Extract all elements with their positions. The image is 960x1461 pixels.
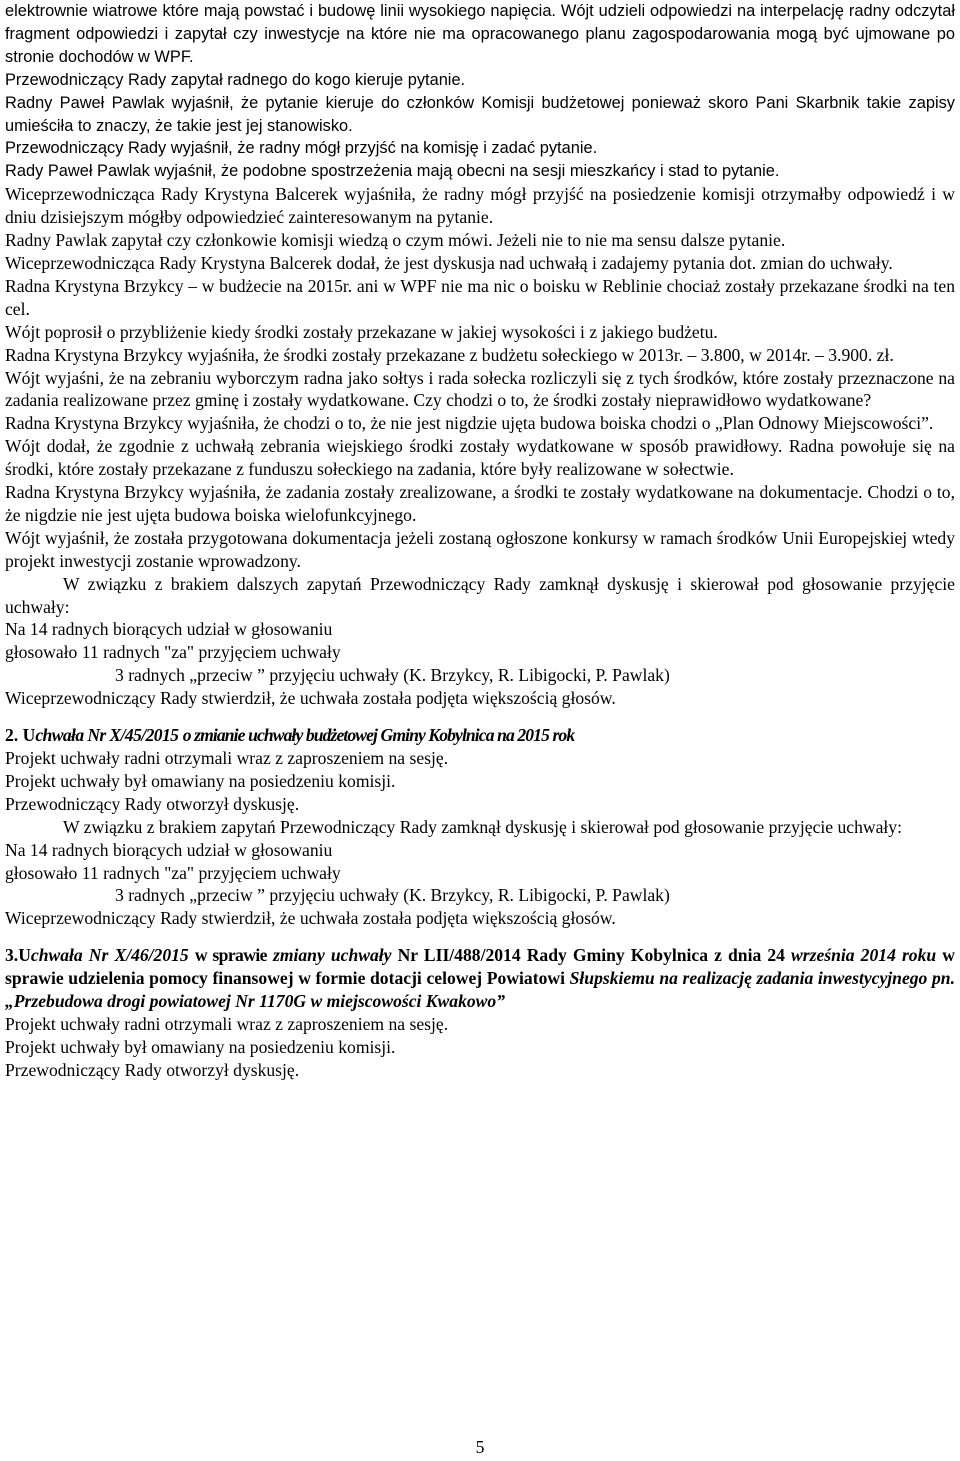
item3-rest3: Słupskiemu na realizację zadania inwestycyjnego pn. „Przebudowa drogi powiatowej Nr 1170G w miejscowości Kwakowo” (5, 968, 955, 1012)
item3-rest2: w sprawie udzielenia pomocy finansowej w formie dotacji celowej Powiatowi (5, 945, 955, 989)
vote2-intro: W związku z brakiem zapytań Przewodniczący Rady zamknął dyskusję i skierował pod głosowanie przyjęcie uchwały: (63, 816, 902, 837)
item3-label: chwała Nr X/46/2015 (30, 945, 189, 966)
paragraph-brzykcy-budget: Radna Krystyna Brzykcy – w budżecie na 2015r. ani w WPF nie ma nic o boisku w Reblinie chociaż zostały przekazane środki na ten cel. (5, 275, 955, 319)
item2-title: o zmianie uchwały budżetowej Gminy Kobylnica na 2015 rok (182, 725, 575, 746)
item3-discussed: Projekt uchwały był omawiany na posiedzeniu komisji. (5, 1036, 396, 1057)
paragraph-brzykcy-tasks: Radna Krystyna Brzykcy wyjaśniła, że zadania zostały zrealizowane, a środki te zostały wydatkowane na dokumentacje. Chodzi o to, że nigdzie nie jest ujęta budowa boiska wielofunkcyjnego. (5, 482, 955, 525)
item2-heading (5, 724, 955, 747)
vote1-against: 3 radnych „przeciw ” przyjęciu uchwały (K. Brzykcy, R. Libigocki, P. Pawlak) (115, 665, 670, 686)
item3-number: 3.U (5, 945, 31, 966)
item3-received: Projekt uchwały radni otrzymali wraz z zaproszeniem na sesję. (5, 1013, 449, 1034)
paragraph-pawlak-asks: Radny Pawlak zapytał czy członkowie komisji wiedzą o czym mówi. Jeżeli nie to nie ma sensu dalsze pytanie. (5, 230, 786, 251)
vote1-result: Wiceprzewodniczący Rady stwierdził, że uchwała została podjęta większością głosów. (5, 688, 616, 709)
vote2-participants: Na 14 radnych biorących udział w głosowaniu (5, 839, 333, 860)
vote1-intro: W związku z brakiem dalszych zapytań Przewodniczący Rady zamknął dyskusję i skierował pod głosowanie przyjęcie uchwały: (5, 573, 955, 617)
item2-number: 2. U (5, 725, 36, 746)
item2-label: chwała Nr X/45/2015 (35, 725, 179, 746)
paragraph-chair-explains: Przewodniczący Rady wyjaśnił, że radny mógł przyjść na komisję i zadać pytanie. (5, 139, 598, 158)
vote2-result: Wiceprzewodniczący Rady stwierdził, że uchwała została podjęta większością głosów. (5, 908, 616, 929)
item2-received: Projekt uchwały radni otrzymali wraz z zaproszeniem na sesję. (5, 748, 449, 768)
paragraph-wojt-documentation: Wójt wyjaśnił, że została przygotowana dokumentacja jeżeli zostaną ogłoszone konkursy w ramach środków Unii Europejskiej wtedy projekt inwestycji zostanie wprowadzony. (5, 527, 955, 571)
item3-heading (5, 944, 955, 1013)
page-number: 5 (475, 1437, 485, 1457)
item3-zmiany: zmiany uchwały (272, 945, 392, 966)
paragraph-brzykcy-funds: Radna Krystyna Brzykcy wyjaśniła, że środki zostały przekazane z budżetu sołeckiego w 2013r. – 3.800, w 2014r. – 3.900. zł. (5, 344, 894, 365)
item3-opened: Przewodniczący Rady otworzył dyskusję. (5, 1059, 300, 1080)
paragraph-balcerek-adds: Wiceprzewodnicząca Rady Krystyna Balcerek dodał, że jest dyskusja nad uchwałą i zadajemy pytania dot. zmian do uchwały. (5, 252, 893, 273)
item2-discussed: Projekt uchwały był omawiany na posiedzeniu komisji. (5, 770, 396, 791)
paragraph-balcerek-explains: Wiceprzewodnicząca Rady Krystyna Balcerek wyjaśniła, że radny mógł przyjść na posiedzenie komisji otrzymałby odpowiedź i w dniu dzisiejszym mógłby odpowiedzieć zainteresowanym na pytanie. (5, 184, 955, 228)
paragraph-wojt-election: Wójt wyjaśni, że na zebraniu wyborczym radna jako sołtys i rada sołecka rozliczyli się z tych środków, które zostały przeznaczone na zadania realizowane przez gminę i zostały wydatkowane. Czy chodzi o to, że środki zostały nieprawidłowo wydatkowane? (5, 367, 955, 411)
paragraph-brzykcy-plan: Radna Krystyna Brzykcy wyjaśniła, że chodzi o to, że nie jest nigdzie ujęta budowa boiska chodzi o „Plan Odnowy Miejscowości”. (5, 413, 934, 434)
vote2-against: 3 radnych „przeciw ” przyjęciu uchwały (K. Brzykcy, R. Libigocki, P. Pawlak) (115, 885, 670, 906)
item3-w-sprawie: w sprawie (194, 945, 267, 966)
vote1-participants: Na 14 radnych biorących udział w głosowaniu (5, 619, 333, 640)
paragraph-chair-question: Przewodniczący Rady zapytał radnego do kogo kieruje pytanie. (5, 70, 466, 89)
paragraph-pawlak-residents: Rady Paweł Pawlak wyjaśnił, że podobne spostrzeżenia mają obecni na sesji mieszkańcy i stad to pytanie. (5, 162, 780, 181)
item3-rest1: Nr LII/488/2014 Rady Gminy Kobylnica z dnia 24 (397, 945, 785, 966)
paragraph-pawlak-explains: Radny Paweł Pawlak wyjaśnił, że pytanie kieruje do członków Komisji budżetowej ponieważ skoro Pani Skarbnik takie zapisy umieściła to znaczy, że takie jest jej stanowisko. (5, 93, 955, 135)
vote1-for: głosowało 11 radnych "za" przyjęciem uchwały (5, 642, 341, 663)
paragraph-wojt-adds: Wójt dodał, że zgodnie z uchwałą zebrania wiejskiego środki zostały wydatkowane w sposób prawidłowy. Radna powołuje się na środki, które zostały przekazane z funduszu sołeckiego na zadania, które były realizowane w sołectwie. (5, 436, 955, 480)
vote2-for: głosowało 11 radnych "za" przyjęciem uchwały (5, 862, 341, 883)
paragraph-wpf-question: elektrownie wiatrowe które mają powstać i budowę linii wysokiego napięcia. Wójt udzieli odpowiedzi na interpelację radny odczytał fragment odpowiedzi i zapytał czy inwestycje na które nie ma opracowanego planu zagospodarowania mogą być ujmowane po stronie dochodów w WPF. (5, 2, 955, 66)
paragraph-wojt-asks: Wójt poprosił o przybliżenie kiedy środki zostały przekazane w jakiej wysokości i z jakiego budżetu. (5, 321, 718, 342)
item3-date: września 2014 roku (791, 945, 937, 966)
item2-opened: Przewodniczący Rady otworzył dyskusję. (5, 793, 300, 814)
